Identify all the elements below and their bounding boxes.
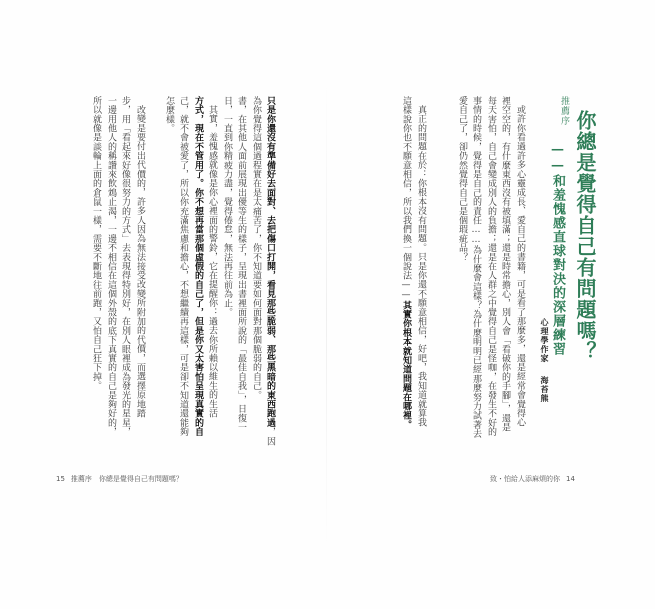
left-col-1-emphasis: 只是你還沒有準備好去面對、去把傷口打開，看見那些脆弱、那些黑暗的東西跑過 — [265, 96, 275, 428]
right-running-head: 致・怕給人添麻煩的你 — [490, 475, 560, 483]
right-col-4: 事情的時候，覺得是自己的責任……為什麼會這樣？為什麼明明已經那麼努力試著去 — [471, 96, 481, 439]
left-col-5: 其實，羞愧感就像是你心裡面的警鈴，它在提醒你：過去你所賴以維生的生活 — [207, 105, 217, 418]
left-col-1: 只是你還沒有準備好去面對、去把傷口打開，看見那些脆弱、那些黑暗的東西跑過，因 — [265, 96, 275, 446]
right-col-7-emphasis: 其實你根本就知道問題在哪裡。 — [401, 300, 411, 430]
left-col-2: 為你覺得這個過程實在是太痛苦了，你不知道要如何面對那個脆弱的自己。 — [251, 96, 261, 400]
preface-label: 推薦序 — [559, 96, 569, 126]
left-footer — [50, 474, 183, 484]
right-col-1: 或許你看過許多心靈成長、愛自己的書籍，可是看了那麼多，還是經常會覺得心 — [515, 105, 525, 427]
right-col-2: 裡空空的，有什麼東西沒有被填滿；還是時常擔心，別人會「看破你的手腳」，還是 — [500, 96, 510, 432]
right-col-5: 愛自己了，卻仍然覺得自己是個瑕疵品？ — [457, 96, 467, 262]
right-col-7: 這樣說你也不願意相信，所以我們換一個說法——其實你根本就知道問題在哪裡。 — [401, 96, 411, 430]
page-title: 你總是覺得自己有問題嗎？ — [573, 110, 597, 362]
right-col-6: 真正的問題在於：你根本沒有問題。只是你還不願意相信，好吧，我知道就算我 — [416, 105, 426, 427]
left-col-7: 己，就不會被愛了，所以你充滿焦慮和擔心，不想繼續再這樣，可是卻不知道還能夠 — [178, 96, 188, 437]
left-col-9: 改變是要付出代價的，許多人因為無法接受改變所附加的代價，而選擇原地踏 — [135, 105, 145, 418]
left-col-8: 怎麼樣。 — [164, 96, 174, 133]
left-col-6: 方式，現在不管用了。你不想再當那個虛假的自己了，但是你又太害怕呈現真實的自 — [193, 96, 203, 437]
subtitle-dash: —— — [550, 142, 565, 174]
page-subtitle — [548, 142, 567, 356]
author-name: 海苔熊 — [540, 376, 549, 403]
right-col-3: 每天害怕，自己會變成別人的負擔；還是在人群之中覺得自己是怪咖，在發生不好的 — [486, 96, 496, 437]
left-col-12: 所以就像是談輪上面的倉鼠一樣，需要不斷地往前跑，又怕自己狂下掉。 — [91, 96, 101, 391]
left-col-10: 步，用「看起來好像很努力的方式」去表現得特別好，在別人眼裡成為發光的星星， — [120, 96, 130, 437]
left-col-4: 日，一直到你精疲力盡，覺得倦怠，無法再往前為止。 — [222, 96, 232, 317]
left-running-head: 推薦序 你總是覺得自己有問題嗎？ — [70, 475, 183, 483]
subtitle-text: 和羞愧感直球對決的深層練習 — [550, 174, 565, 356]
left-col-11: 一邊用他人的稱讚來飲鴆止渴，一邊不相信在這個外殼的底下真實的自己是夠好的， — [106, 96, 116, 437]
left-page-number: 15 — [56, 475, 65, 483]
left-col-3: 書，在其他人面前展現出優等生的樣子，呈現出書裡面所說的「最佳自我」，日復一 — [236, 96, 246, 432]
right-footer — [490, 474, 581, 484]
right-page-number: 14 — [566, 475, 575, 483]
author-role: 心理學作家 — [540, 318, 549, 363]
page-gutter — [326, 80, 327, 550]
